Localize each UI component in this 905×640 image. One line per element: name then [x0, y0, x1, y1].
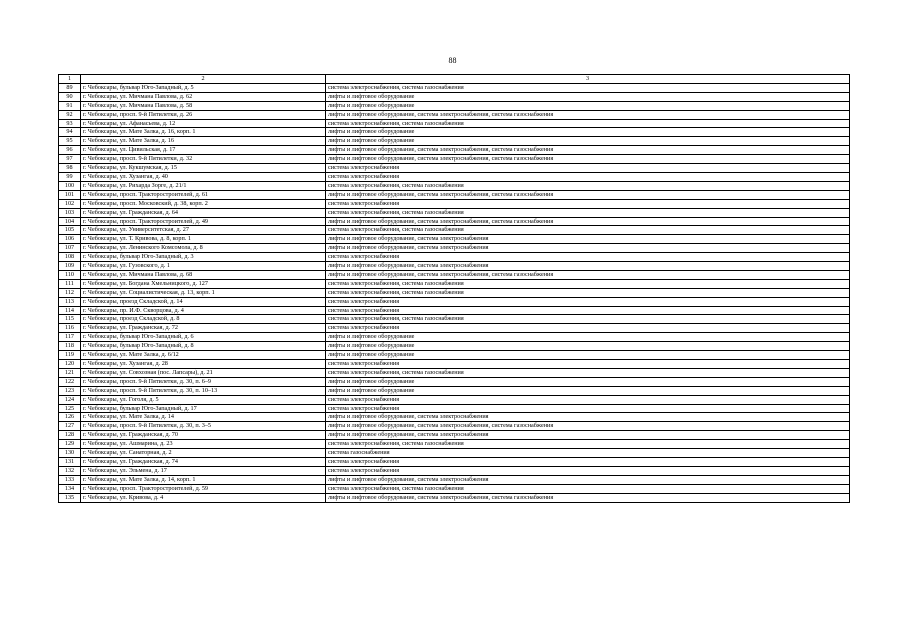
row-number: 119 — [59, 351, 81, 360]
row-address: г. Чебоксары, ул. Мичмана Павлова, д. 62 — [81, 92, 326, 101]
row-systems: система электроснабжения, система газоснабжения — [326, 315, 850, 324]
row-number: 97 — [59, 155, 81, 164]
row-systems: лифты и лифтовое оборудование — [326, 333, 850, 342]
table-row — [59, 262, 850, 271]
row-number: 127 — [59, 422, 81, 431]
row-systems: система электроснабжения — [326, 297, 850, 306]
row-address: г. Чебоксары, просп. Московский, д. 38, корп. 2 — [81, 199, 326, 208]
row-address: г. Чебоксары, пр. И.Ф. Скворцова, д. 4 — [81, 306, 326, 315]
row-number: 116 — [59, 324, 81, 333]
row-systems: система электроснабжения — [326, 404, 850, 413]
table-row — [59, 404, 850, 413]
row-number: 135 — [59, 493, 81, 502]
row-number: 129 — [59, 440, 81, 449]
row-number: 109 — [59, 262, 81, 271]
row-number: 100 — [59, 181, 81, 190]
table-row — [59, 351, 850, 360]
row-number: 101 — [59, 190, 81, 199]
row-systems: лифты и лифтовое оборудование, система электроснабжения, система газоснабжения — [326, 493, 850, 502]
row-address: г. Чебоксары, просп. 9-й Пятилетки, д. 26 — [81, 110, 326, 119]
row-address: г. Чебоксары, ул. Эльмена, д. 17 — [81, 466, 326, 475]
table-row — [59, 360, 850, 369]
row-systems: лифты и лифтовое оборудование, система электроснабжения — [326, 431, 850, 440]
row-systems: система электроснабжения, система газоснабжения — [326, 484, 850, 493]
row-systems: лифты и лифтовое оборудование — [326, 351, 850, 360]
table-row — [59, 199, 850, 208]
row-address: г. Чебоксары, ул. Гражданская, д. 64 — [81, 208, 326, 217]
table-row — [59, 128, 850, 137]
row-number: 106 — [59, 235, 81, 244]
row-systems: лифты и лифтовое оборудование, система электроснабжения, система газоснабжения — [326, 217, 850, 226]
row-address: г. Чебоксары, ул. Мате Залка, д. 14 — [81, 413, 326, 422]
table-row — [59, 190, 850, 199]
row-address: г. Чебоксары, просп. Тракторостроителей, д. 59 — [81, 484, 326, 493]
row-number: 103 — [59, 208, 81, 217]
row-systems: система электроснабжения — [326, 395, 850, 404]
row-number: 94 — [59, 128, 81, 137]
table-body — [59, 83, 850, 502]
row-number: 102 — [59, 199, 81, 208]
table-row — [59, 119, 850, 128]
row-address: г. Чебоксары, проезд Складской, д. 8 — [81, 315, 326, 324]
row-address: г. Чебоксары, ул. Хузангая, д. 40 — [81, 172, 326, 181]
table-row — [59, 306, 850, 315]
row-systems: система электроснабжения, система газоснабжения — [326, 119, 850, 128]
row-address: г. Чебоксары, проезд Складской, д. 14 — [81, 297, 326, 306]
row-systems: система электроснабжения — [326, 457, 850, 466]
row-number: 133 — [59, 475, 81, 484]
row-systems: система электроснабжения — [326, 164, 850, 173]
table-row — [59, 92, 850, 101]
table-row — [59, 315, 850, 324]
table-row — [59, 413, 850, 422]
header-col-3: 3 — [326, 75, 850, 84]
row-number: 126 — [59, 413, 81, 422]
table-row — [59, 342, 850, 351]
header-col-1: 1 — [59, 75, 81, 84]
row-number: 92 — [59, 110, 81, 119]
table-row — [59, 484, 850, 493]
row-number: 90 — [59, 92, 81, 101]
row-systems: система электроснабжения — [326, 172, 850, 181]
row-number: 112 — [59, 288, 81, 297]
table-row — [59, 217, 850, 226]
row-systems: лифты и лифтовое оборудование — [326, 137, 850, 146]
table-row — [59, 146, 850, 155]
row-address: г. Чебоксары, бульвар Юго-Западный, д. 6 — [81, 333, 326, 342]
row-number: 111 — [59, 279, 81, 288]
table-row — [59, 110, 850, 119]
row-address: г. Чебоксары, ул. Т. Кривова, д. 8, корп. 1 — [81, 235, 326, 244]
row-address: г. Чебоксары, ул. Гражданская, д. 72 — [81, 324, 326, 333]
row-address: г. Чебоксары, ул. Мичмана Павлова, д. 58 — [81, 101, 326, 110]
table-row — [59, 368, 850, 377]
row-address: г. Чебоксары, ул. Университетская, д. 27 — [81, 226, 326, 235]
row-address: г. Чебоксары, ул. Богдана Хмельницкого, д. 127 — [81, 279, 326, 288]
table-row — [59, 181, 850, 190]
row-systems: система электроснабжения, система газоснабжения — [326, 83, 850, 92]
row-address: г. Чебоксары, просп. 9-й Пятилетки, д. 30, п. 6–9 — [81, 377, 326, 386]
table-row — [59, 324, 850, 333]
row-systems: лифты и лифтовое оборудование — [326, 342, 850, 351]
table-row — [59, 422, 850, 431]
table-row — [59, 449, 850, 458]
row-systems: лифты и лифтовое оборудование — [326, 386, 850, 395]
row-systems: лифты и лифтовое оборудование — [326, 101, 850, 110]
register-table — [58, 74, 850, 503]
table-header — [59, 75, 850, 84]
row-address: г. Чебоксары, просп. Тракторостроителей, д. 61 — [81, 190, 326, 199]
row-number: 93 — [59, 119, 81, 128]
row-systems: лифты и лифтовое оборудование — [326, 377, 850, 386]
row-number: 131 — [59, 457, 81, 466]
row-address: г. Чебоксары, ул. Мате Залка, д. 6/12 — [81, 351, 326, 360]
row-address: г. Чебоксары, ул. Гоголя, д. 5 — [81, 395, 326, 404]
row-systems: лифты и лифтовое оборудование, система электроснабжения — [326, 235, 850, 244]
row-systems: лифты и лифтовое оборудование, система электроснабжения — [326, 413, 850, 422]
row-systems: лифты и лифтовое оборудование — [326, 92, 850, 101]
table-row — [59, 83, 850, 92]
row-address: г. Чебоксары, бульвар Юго-Западный, д. 17 — [81, 404, 326, 413]
header-col-2: 2 — [81, 75, 326, 84]
row-address: г. Чебоксары, ул. Афанасьева, д. 12 — [81, 119, 326, 128]
page-number: 88 — [448, 56, 457, 65]
row-address: г. Чебоксары, бульвар Юго-Западный, д. 5 — [81, 83, 326, 92]
table-row — [59, 333, 850, 342]
table-row — [59, 208, 850, 217]
table-row — [59, 386, 850, 395]
row-address: г. Чебоксары, ул. Совхозная (пос. Лапсары), д. 21 — [81, 368, 326, 377]
row-systems: система электроснабжения, система газоснабжения — [326, 279, 850, 288]
table-row — [59, 466, 850, 475]
row-number: 91 — [59, 101, 81, 110]
row-systems: лифты и лифтовое оборудование, система электроснабжения, система газоснабжения — [326, 270, 850, 279]
table-row — [59, 297, 850, 306]
table-row — [59, 475, 850, 484]
row-number: 122 — [59, 377, 81, 386]
row-systems: лифты и лифтовое оборудование, система электроснабжения — [326, 475, 850, 484]
row-systems: система электроснабжения, система газоснабжения — [326, 368, 850, 377]
row-address: г. Чебоксары, ул. Рихарда Зорге, д. 21/1 — [81, 181, 326, 190]
row-number: 98 — [59, 164, 81, 173]
row-systems: лифты и лифтовое оборудование, система электроснабжения, система газоснабжения — [326, 422, 850, 431]
row-number: 134 — [59, 484, 81, 493]
row-systems: система электроснабжения — [326, 253, 850, 262]
row-systems: система электроснабжения — [326, 360, 850, 369]
row-systems: система электроснабжения, система газоснабжения — [326, 440, 850, 449]
row-number: 120 — [59, 360, 81, 369]
row-systems: система электроснабжения — [326, 199, 850, 208]
table-row — [59, 279, 850, 288]
table-row — [59, 235, 850, 244]
table-row — [59, 270, 850, 279]
row-systems: лифты и лифтовое оборудование, система электроснабжения, система газоснабжения — [326, 110, 850, 119]
row-number: 105 — [59, 226, 81, 235]
row-number: 132 — [59, 466, 81, 475]
row-number: 96 — [59, 146, 81, 155]
row-number: 113 — [59, 297, 81, 306]
row-number: 95 — [59, 137, 81, 146]
row-address: г. Чебоксары, ул. Социалистическая, д. 13, корп. 1 — [81, 288, 326, 297]
table-row — [59, 493, 850, 502]
row-number: 123 — [59, 386, 81, 395]
row-number: 104 — [59, 217, 81, 226]
table-row — [59, 172, 850, 181]
row-number: 128 — [59, 431, 81, 440]
row-systems: система электроснабжения — [326, 324, 850, 333]
row-number: 125 — [59, 404, 81, 413]
table-row — [59, 288, 850, 297]
row-address: г. Чебоксары, ул. Кукшумская, д. 15 — [81, 164, 326, 173]
table-row — [59, 101, 850, 110]
row-number: 124 — [59, 395, 81, 404]
row-number: 130 — [59, 449, 81, 458]
row-systems: система электроснабжения, система газоснабжения — [326, 208, 850, 217]
row-systems: система электроснабжения — [326, 466, 850, 475]
row-address: г. Чебоксары, ул. Мате Залка, д. 16 — [81, 137, 326, 146]
table-row — [59, 395, 850, 404]
row-address: г. Чебоксары, ул. Санаторная, д. 2 — [81, 449, 326, 458]
row-number: 118 — [59, 342, 81, 351]
row-systems: система электроснабжения, система газоснабжения — [326, 181, 850, 190]
row-address: г. Чебоксары, ул. Мичмана Павлова, д. 68 — [81, 270, 326, 279]
table-row — [59, 440, 850, 449]
row-address: г. Чебоксары, просп. Тракторостроителей, д. 49 — [81, 217, 326, 226]
row-number: 107 — [59, 244, 81, 253]
row-number: 99 — [59, 172, 81, 181]
row-systems: система электроснабжения, система газоснабжения — [326, 288, 850, 297]
row-number: 121 — [59, 368, 81, 377]
row-address: г. Чебоксары, просп. 9-й Пятилетки, д. 32 — [81, 155, 326, 164]
row-address: г. Чебоксары, ул. Цивильская, д. 17 — [81, 146, 326, 155]
row-address: г. Чебоксары, ул. Мате Залка, д. 16, корп. 1 — [81, 128, 326, 137]
header-row — [59, 75, 850, 84]
table-row — [59, 226, 850, 235]
row-number: 114 — [59, 306, 81, 315]
table-row — [59, 137, 850, 146]
row-number: 108 — [59, 253, 81, 262]
row-systems: лифты и лифтовое оборудование, система электроснабжения — [326, 262, 850, 271]
row-address: г. Чебоксары, ул. Хузангая, д. 28 — [81, 360, 326, 369]
row-address: г. Чебоксары, просп. 9-й Пятилетки, д. 30, п. 3–5 — [81, 422, 326, 431]
row-systems: лифты и лифтовое оборудование, система электроснабжения, система газоснабжения — [326, 190, 850, 199]
table-row — [59, 431, 850, 440]
row-number: 115 — [59, 315, 81, 324]
row-address: г. Чебоксары, ул. Ашмарина, д. 23 — [81, 440, 326, 449]
row-systems: лифты и лифтовое оборудование, система электроснабжения, система газоснабжения — [326, 146, 850, 155]
row-number: 110 — [59, 270, 81, 279]
row-number: 117 — [59, 333, 81, 342]
table-row — [59, 164, 850, 173]
row-systems: лифты и лифтовое оборудование — [326, 128, 850, 137]
row-address: г. Чебоксары, просп. 9-й Пятилетки, д. 30, п. 10–13 — [81, 386, 326, 395]
row-address: г. Чебоксары, ул. Гражданская, д. 74 — [81, 457, 326, 466]
row-systems: лифты и лифтовое оборудование, система электроснабжения — [326, 244, 850, 253]
row-address: г. Чебоксары, ул. Гражданская, д. 70 — [81, 431, 326, 440]
row-address: г. Чебоксары, ул. Ленинского Комсомола, д. 8 — [81, 244, 326, 253]
table-row — [59, 457, 850, 466]
row-address: г. Чебоксары, бульвар Юго-Западный, д. 3 — [81, 253, 326, 262]
row-number: 89 — [59, 83, 81, 92]
row-address: г. Чебоксары, ул. Гузовского, д. 1 — [81, 262, 326, 271]
row-address: г. Чебоксары, бульвар Юго-Западный, д. 8 — [81, 342, 326, 351]
table-row — [59, 244, 850, 253]
table-row — [59, 155, 850, 164]
row-address: г. Чебоксары, ул. Мате Залка, д. 14, корп. 1 — [81, 475, 326, 484]
row-systems: система электроснабжения, система газоснабжения — [326, 226, 850, 235]
row-systems: система газоснабжения — [326, 449, 850, 458]
table-row — [59, 377, 850, 386]
row-address: г. Чебоксары, ул. Кривова, д. 4 — [81, 493, 326, 502]
row-systems: система электроснабжения — [326, 306, 850, 315]
table-row — [59, 253, 850, 262]
row-systems: лифты и лифтовое оборудование, система электроснабжения, система газоснабжения — [326, 155, 850, 164]
